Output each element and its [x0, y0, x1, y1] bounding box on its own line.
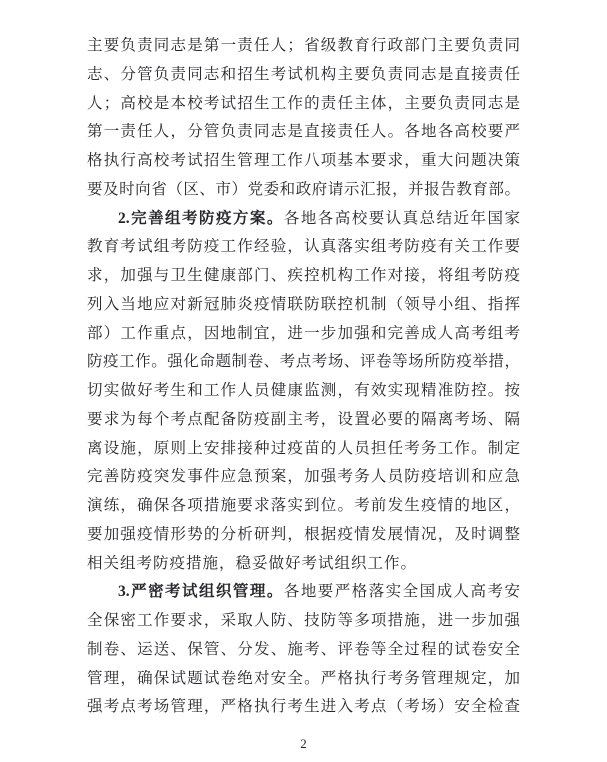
- page-number: 2: [300, 736, 307, 751]
- paragraph-lead-bold: 3.严密考试组织管理。: [118, 583, 284, 601]
- text-segment: 要及时向省（区、市）党委和政府请示汇报，并报告教育部。: [87, 180, 520, 198]
- text-segment: 人；高校是本校考试招生工作的责任主体，主要负责同志是: [87, 94, 520, 112]
- text-line: [87, 205, 520, 234]
- text-segment: 相关组考防疫措施，稳妥做好考试组织工作。: [87, 554, 418, 572]
- text-line: [87, 521, 520, 550]
- text-line: [87, 90, 520, 119]
- document-body: [87, 32, 520, 722]
- text-line: [87, 636, 520, 665]
- text-segment: 防疫工作。强化命题制卷、考点考场、评卷等场所防疫举措，: [87, 353, 520, 371]
- text-segment: 志、分管负责同志和招生考试机构主要负责同志是直接责任: [87, 65, 520, 83]
- text-segment: 各地要严格落实全国成人高考安: [283, 583, 520, 601]
- text-segment: 演练，确保各项措施要求落实到位。考前发生疫情的地区，: [87, 497, 520, 514]
- text-segment: 全保密工作要求，采取人防、技防等多项措施，进一步加强: [87, 612, 520, 629]
- text-line: [87, 693, 520, 722]
- text-segment: 要求为每个考点配备防疫副主考，设置必要的隔离考场、隔: [87, 410, 520, 428]
- text-line: [87, 348, 520, 377]
- paragraph-lead-bold: 2.完善组考防疫方案。: [118, 209, 284, 227]
- text-segment: 离设施，原则上安排接种过疫苗的人员担任考务工作。制定: [87, 439, 520, 457]
- text-line: [87, 118, 520, 147]
- text-line: [87, 233, 520, 262]
- text-line: [87, 550, 520, 579]
- text-segment: 格执行高校考试招生管理工作八项基本要求，重大问题决策: [87, 152, 520, 169]
- text-segment: 制卷、运送、保管、分发、施考、评卷等全过程的试卷安全: [87, 640, 520, 658]
- text-line: [87, 61, 520, 90]
- text-segment: 部）工作重点，因地制宜，进一步加强和完善成人高考组考: [87, 324, 520, 342]
- text-line: [87, 320, 520, 349]
- text-segment: 教育考试组考防疫工作经验，认真落实组考防疫有关工作要: [87, 238, 520, 256]
- text-segment: 完善防疫突发事件应急预案，加强考务人员防疫培训和应急: [87, 468, 520, 486]
- text-line: [87, 607, 520, 636]
- text-line: [87, 492, 520, 521]
- text-line: [87, 578, 520, 607]
- text-segment: 强考点考场管理，严格执行考生进入考点（考场）安全检查: [87, 698, 520, 716]
- text-line: [87, 176, 520, 205]
- text-line: [87, 435, 520, 464]
- text-segment: 管理，确保试题试卷绝对安全。严格执行考务管理规定，加: [87, 669, 520, 687]
- text-line: [87, 147, 520, 176]
- text-line: [87, 262, 520, 291]
- text-line: [87, 377, 520, 406]
- text-line: [87, 406, 520, 435]
- text-segment: 列入当地应对新冠肺炎疫情联防联控机制（领导小组、指挥: [87, 295, 520, 313]
- text-segment: 求，加强与卫生健康部门、疾控机构工作对接，将组考防疫: [87, 267, 520, 284]
- text-segment: 各地各高校要认真总结近年国家: [283, 209, 520, 227]
- text-segment: 切实做好考生和工作人员健康监测，有效实现精准防控。按: [87, 382, 520, 399]
- text-line: [87, 32, 520, 61]
- text-segment: 主要负责同志是第一责任人；省级教育行政部门主要负责同: [87, 37, 520, 54]
- text-segment: 第一责任人，分管负责同志是直接责任人。各地各高校要严: [87, 123, 520, 141]
- text-line: [87, 291, 520, 320]
- text-line: [87, 463, 520, 492]
- text-line: [87, 665, 520, 694]
- text-segment: 要加强疫情形势的分析研判，根据疫情发展情况，及时调整: [87, 525, 520, 543]
